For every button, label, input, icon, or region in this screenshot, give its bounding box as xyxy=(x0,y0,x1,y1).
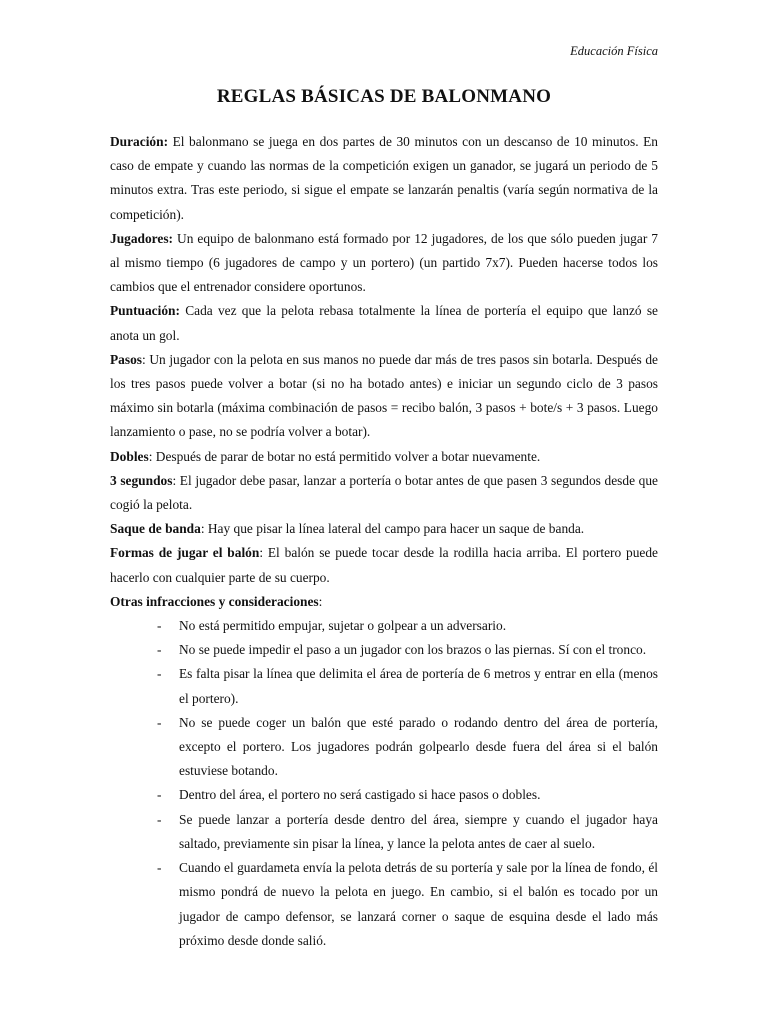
rule-jugadores xyxy=(110,227,658,300)
list-item-text: No se puede impedir el paso a un jugador con los brazos o las piernas. Sí con el tronco. xyxy=(179,642,647,658)
list-item-text: No está permitido empujar, sujetar o golpear a un adversario. xyxy=(179,618,507,634)
rule-text: Cada vez que la pelota rebasa totalmente la línea de portería el equipo que lanzó se anota un gol. xyxy=(110,303,658,343)
list-dash: - xyxy=(157,714,162,730)
rule-saque-de-banda xyxy=(110,517,658,541)
rule-term: Puntuación: xyxy=(110,303,180,319)
list-dash: - xyxy=(157,642,162,658)
rule-term: Dobles xyxy=(110,448,149,464)
document-body xyxy=(110,130,658,953)
list-dash: - xyxy=(157,811,162,827)
list-item xyxy=(110,808,658,856)
list-item xyxy=(110,614,658,638)
rule-text: : Después de parar de botar no está permitido volver a botar nuevamente. xyxy=(148,448,541,464)
rule-term: Duración: xyxy=(110,134,169,149)
rule-term: 3 segundos xyxy=(110,472,173,488)
rule-term: Pasos xyxy=(110,351,142,367)
rule-text: : xyxy=(318,593,323,609)
list-item xyxy=(110,856,658,953)
infractions-list xyxy=(110,614,658,953)
rule-otras-infracciones xyxy=(110,590,658,614)
rule-text: Un equipo de balonmano está formado por 12 jugadores, de los que sólo pueden jugar 7 al mismo tiempo (6 jugadores de campo y un portero) (un partido 7x7). Pueden hacerse todos los cambios que el entrenador considere oportunos. xyxy=(110,230,658,295)
rule-text: : Un jugador con la pelota en sus manos no puede dar más de tres pasos sin botarla. Después de los tres pasos puede volver a botar (si no ha botado antes) e iniciar un segundo ciclo de 3 pasos máximo sin botarla (máxima combinación de pasos = recibo balón, 3 pasos + bote/s + 3 pasos. Luego lanzamiento o pase, no se podría volver a botar). xyxy=(110,351,658,440)
list-item-text: Se puede lanzar a portería desde dentro del área, siempre y cuando el jugador haya saltado, previamente sin pisar la línea, y lance la pelota antes de caer al suelo. xyxy=(179,811,658,851)
document-title: REGLAS BÁSICAS DE BALONMANO xyxy=(216,86,552,107)
rule-formas-de-jugar xyxy=(110,541,658,589)
list-dash: - xyxy=(157,666,162,682)
list-item-text: No se puede coger un balón que esté parado o rodando dentro del área de portería, excepto el portero. Los jugadores podrán golpearlo desde fuera del área si el balón estuviese botando. xyxy=(179,714,658,779)
list-item xyxy=(110,662,658,710)
rule-duracion xyxy=(110,130,658,227)
list-item xyxy=(110,711,658,784)
list-dash: - xyxy=(157,618,162,634)
rule-term: Saque de banda xyxy=(110,521,201,537)
rule-text: : El balón se puede tocar desde la rodilla hacia arriba. El portero puede hacerlo con cualquier parte de su cuerpo. xyxy=(110,545,658,585)
rule-puntuacion xyxy=(110,299,658,347)
rule-text: : El jugador debe pasar, lanzar a portería o botar antes de que pasen 3 segundos desde que cogió la pelota. xyxy=(110,472,658,513)
rule-term: Formas de jugar el balón xyxy=(110,545,260,561)
rule-dobles xyxy=(110,445,658,469)
list-item-text: Cuando el guardameta envía la pelota detrás de su portería y sale por la línea de fondo, él mismo pondrá de nuevo la pelota en juego. En cambio, si el balón es tocado por un jugador de campo defensor, se lanzará corner o saque de esquina desde el lado más próximo desde donde salió. xyxy=(179,860,658,948)
rule-text: El balonmano se juega en dos partes de 30 minutos con un descanso de 10 minutos. En caso de empate y cuando las normas de la competición exigen un ganador, se jugará un periodo de 5 minutos extra. Tras este periodo, si sigue el empate se lanzarán penaltis (varía según normativa de la competición). xyxy=(110,134,658,222)
rule-pasos xyxy=(110,348,658,445)
list-item xyxy=(110,638,658,662)
rule-text: : Hay que pisar la línea lateral del campo para hacer un saque de banda. xyxy=(200,521,585,537)
list-item xyxy=(110,783,658,807)
rule-term: Jugadores: xyxy=(110,230,173,246)
list-dash: - xyxy=(157,787,162,803)
header-note: Educación Física xyxy=(570,44,658,58)
rule-term: Otras infracciones y consideraciones xyxy=(110,593,319,609)
list-item-text: Es falta pisar la línea que delimita el área de portería de 6 metros y entrar en ella (menos el portero). xyxy=(179,666,658,706)
rule-3-segundos xyxy=(110,469,658,517)
list-dash: - xyxy=(157,860,162,876)
list-item-text: Dentro del área, el portero no será castigado si hace pasos o dobles. xyxy=(179,787,541,803)
